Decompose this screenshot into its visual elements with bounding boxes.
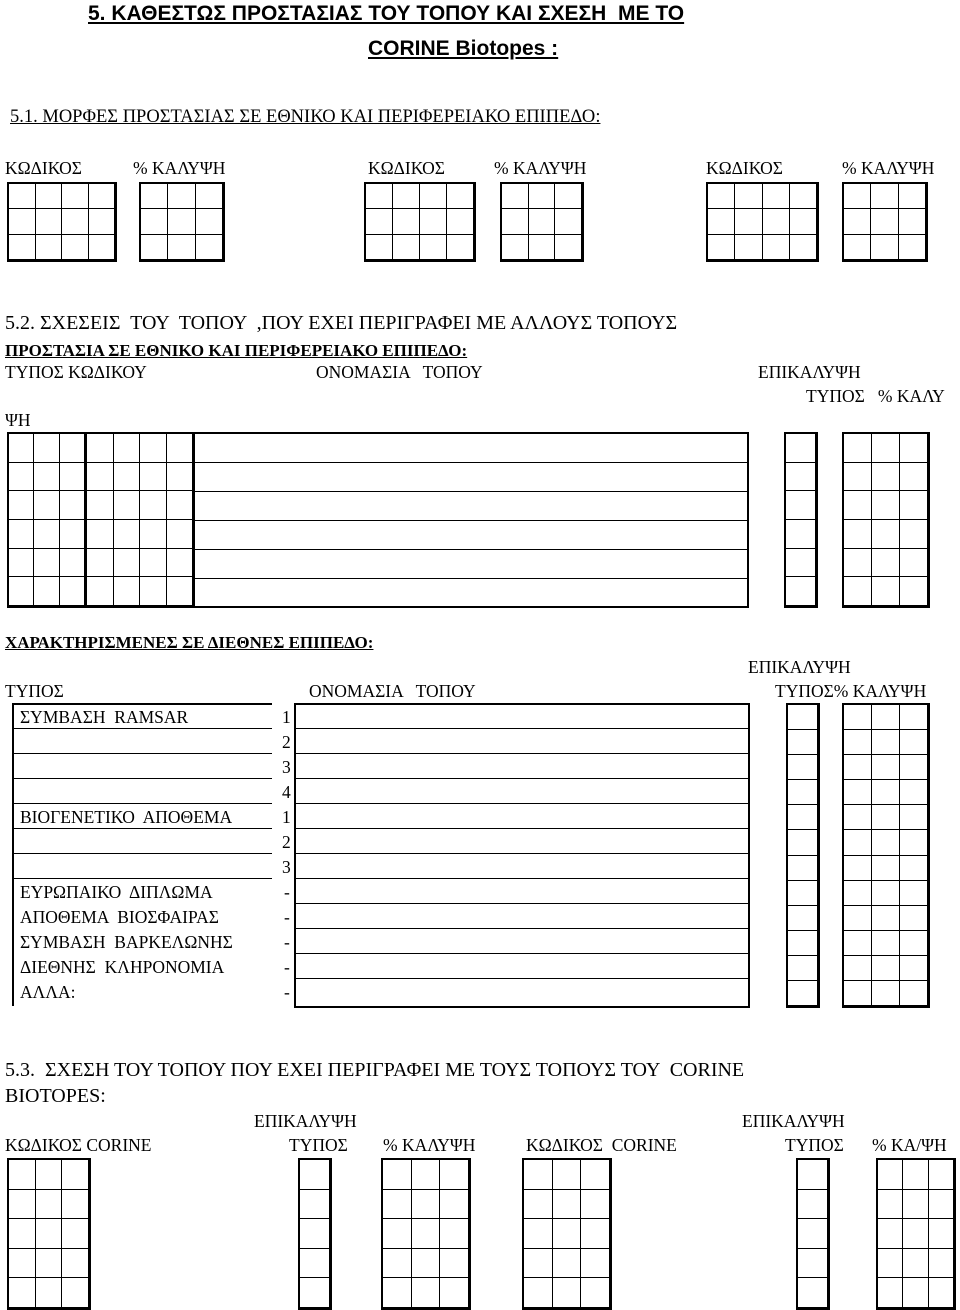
s51-pct-grid-1[interactable] [139, 182, 225, 262]
designation-label: ΣΥΜΒΑΣΗ RAMSAR [20, 707, 189, 727]
designation-label: ΣΥΜΒΑΣΗ ΒΑΡΚΕΛΩΝΗΣ [20, 932, 233, 952]
designation-number: 3 [282, 857, 291, 877]
designation-number: 1 [282, 707, 291, 727]
designation-number: 3 [282, 757, 291, 777]
s52-name-box-2[interactable] [294, 703, 750, 1008]
designation-label: ΔΙΕΘΝΗΣ ΚΛΗΡΟΝΟΜΙΑ [20, 957, 225, 977]
s53-overlap-label-2: ΕΠΙΚΑΛΥΨΗ [742, 1111, 845, 1131]
s52-col-type-code: ΤΥΠΟΣ ΚΩΔΙΚΟΥ [5, 362, 147, 382]
s53-type-label-1: ΤΥΠΟΣ [289, 1135, 348, 1155]
designation-number: 4 [282, 782, 291, 802]
s53-pct-grid-2[interactable] [876, 1158, 956, 1310]
s52-col-overlap: ΕΠΙΚΑΛΥΨΗ [758, 362, 861, 382]
s52-sub2: ΧΑΡΑΚΤΗΡΙΣΜΕΝΕΣ ΣΕ ΔΙΕΘΝΕΣ ΕΠΙΠΕΔΟ: [5, 633, 374, 652]
designation-label-box [12, 703, 274, 1006]
s52-sub1: ΠΡΟΣΤΑΣΙΑ ΣΕ ΕΘΝΙΚΟ ΚΑΙ ΠΕΡΙΦΕΡΕΙΑΚΟ ΕΠΙΠΕΔΟ: [5, 341, 468, 360]
s52-col-type-pct: ΤΥΠΟΣ % ΚΑΛΥ [806, 386, 945, 406]
designation-label: ΑΠΟΘΕΜΑ ΒΙΟΣΦΑΙΡΑΣ [20, 907, 219, 927]
s53-heading-line1: 5.3. ΣΧΕΣΗ ΤΟΥ ΤΟΠΟΥ ΠΟΥ ΕΧΕΙ ΠΕΡΙΓΡΑΦΕΙ ΜΕ ΤΟΥΣ ΤΟΠΟΥΣ ΤΟΥ CORINE [5, 1059, 745, 1081]
s52-col-name2: ΟΝΟΜΑΣΙΑ ΤΟΠΟΥ [309, 681, 476, 701]
s52-type-grid-2[interactable] [786, 703, 820, 1008]
section-title-line2: CORINE Biotopes : [368, 37, 559, 60]
designation-number: - [284, 907, 290, 927]
designation-number: 1 [282, 807, 291, 827]
s51-heading: 5.1. ΜΟΡΦΕΣ ΠΡΟΣΤΑΣΙΑΣ ΣΕ ΕΘΝΙΚΟ ΚΑΙ ΠΕΡΙΦΕΡΕΙΑΚΟ ΕΠΙΠΕΔΟ: [10, 107, 601, 127]
s52-pct-grid[interactable] [842, 432, 930, 608]
s51-code-label-1: ΚΩΔΙΚΟΣ [5, 158, 82, 178]
s53-code-corine-label: ΚΩΔΙΚΟΣ CORINE [5, 1135, 152, 1155]
designation-number: - [284, 932, 290, 952]
designation-number: - [284, 882, 290, 902]
s51-pct-label-2: % ΚΑΛΥΨΗ [494, 158, 587, 178]
s52-col-type2: ΤΥΠΟΣ [5, 681, 64, 701]
s53-code-corine-label-2: ΚΩΔΙΚΟΣ CORINE [526, 1135, 677, 1155]
s51-code-grid-1[interactable] [7, 182, 117, 262]
s53-heading-line2: BIOTOPES: [5, 1085, 106, 1107]
s51-code-label-3: ΚΩΔΙΚΟΣ [706, 158, 783, 178]
s53-overlap-label-1: ΕΠΙΚΑΛΥΨΗ [254, 1111, 357, 1131]
designation-number: - [284, 957, 290, 977]
s53-code-grid-2[interactable] [522, 1158, 612, 1310]
s53-type-label-2: ΤΥΠΟΣ [785, 1135, 844, 1155]
s51-code-label-2: ΚΩΔΙΚΟΣ [368, 158, 445, 178]
s52-pct-grid-2[interactable] [842, 703, 930, 1008]
s53-type-grid-2[interactable] [796, 1158, 830, 1310]
s52-col-type-pct2: ΤΥΠΟΣ% ΚΑΛΥΨΗ [775, 681, 927, 701]
designation-number: 2 [282, 832, 291, 852]
designation-number: - [284, 982, 290, 1002]
s52-code-grid[interactable] [85, 432, 195, 608]
s53-type-grid-1[interactable] [298, 1158, 332, 1310]
s52-heading: 5.2. ΣΧΕΣΕΙΣ ΤΟΥ ΤΟΠΟΥ ,ΠΟΥ ΕΧΕΙ ΠΕΡΙΓΡΑΦΕΙ ΜΕ ΑΛΛΟΥΣ ΤΟΠΟΥΣ [5, 312, 678, 334]
s51-pct-label-1: % ΚΑΛΥΨΗ [133, 158, 226, 178]
designation-label: ΕΥΡΩΠΑΙΚΟ ΔΙΠΛΩΜΑ [20, 882, 213, 902]
s53-pct-label-2: % ΚΑ/ΨΗ [872, 1135, 947, 1155]
s53-code-grid-1[interactable] [7, 1158, 91, 1310]
s52-col-overlap2: ΕΠΙΚΑΛΥΨΗ [748, 657, 851, 677]
s52-col-name: ΟΝΟΜΑΣΙΑ ΤΟΠΟΥ [316, 362, 483, 382]
s52-col-pct-wrap: ΨΗ [5, 410, 31, 430]
s52-type-code-grid[interactable] [7, 432, 87, 608]
s51-pct-grid-3[interactable] [842, 182, 928, 262]
s51-pct-grid-2[interactable] [500, 182, 584, 262]
designation-label: ΒΙΟΓΕΝΕΤΙΚΟ ΑΠΟΘΕΜΑ [20, 807, 233, 827]
s51-pct-label-3: % ΚΑΛΥΨΗ [842, 158, 935, 178]
s51-code-grid-3[interactable] [706, 182, 819, 262]
s52-type-grid[interactable] [784, 432, 818, 608]
s53-pct-label-1: % ΚΑΛΥΨΗ [383, 1135, 476, 1155]
designation-number: 2 [282, 732, 291, 752]
s53-pct-grid-1[interactable] [381, 1158, 471, 1310]
s51-code-grid-2[interactable] [364, 182, 476, 262]
s52-name-box[interactable] [193, 432, 749, 608]
section-title-line1: 5. ΚΑΘΕΣΤΩΣ ΠΡΟΣΤΑΣΙΑΣ ΤΟΥ ΤΟΠΟΥ ΚΑΙ ΣΧΕΣΗ ΜΕ ΤΟ [88, 2, 685, 25]
designation-label: ΑΛΛΑ: [20, 982, 76, 1002]
